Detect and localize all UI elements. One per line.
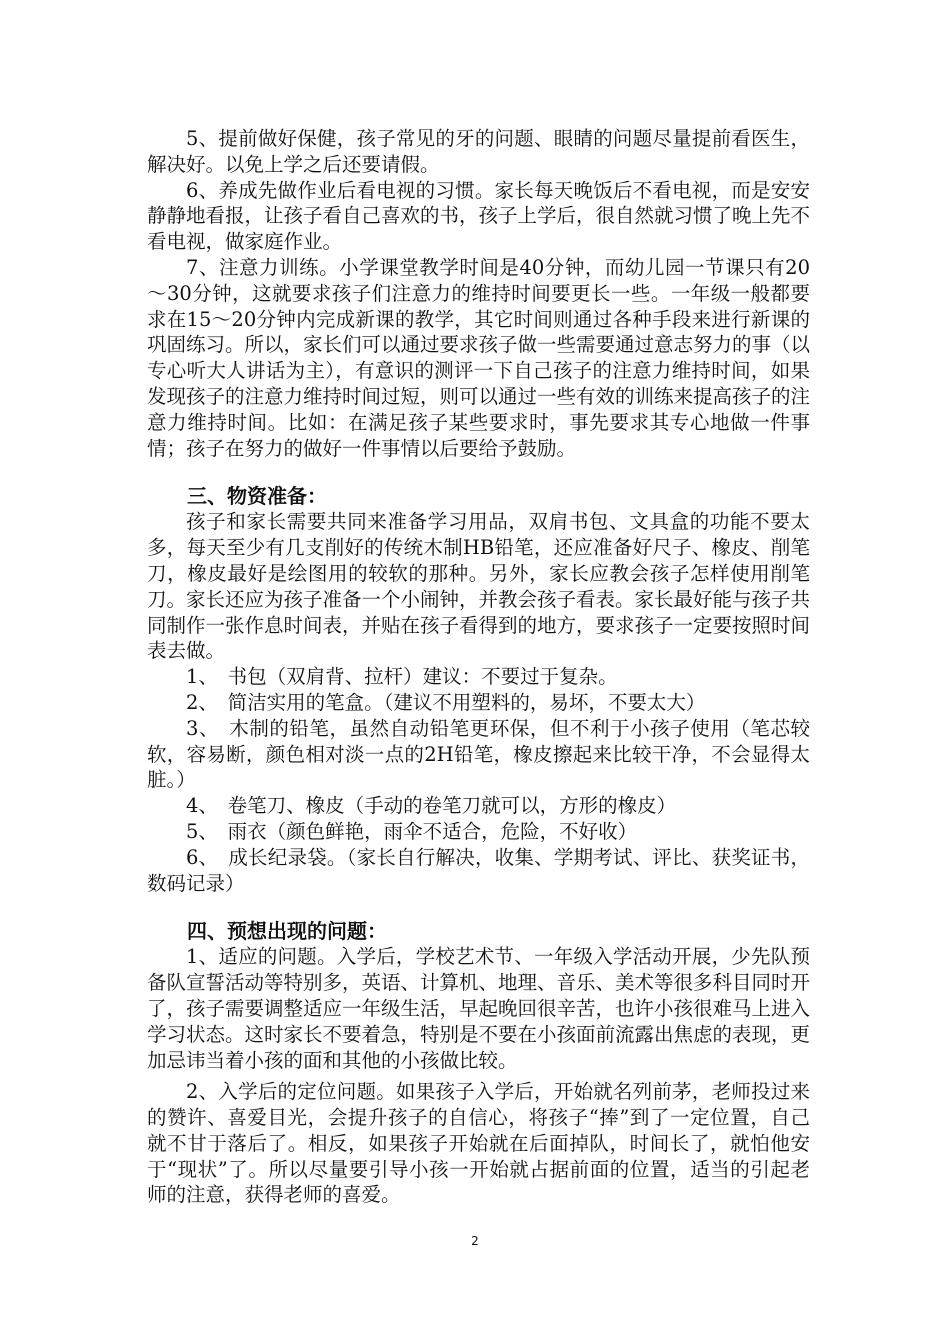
section-heading-expected-problems: 四、预想出现的问题： [187,919,387,944]
list-item-sharpener-eraser: 4、 卷笔刀、橡皮（手动的卷笔刀就可以，方形的橡皮） [186,794,677,818]
page-number: 2 [471,1234,479,1248]
paragraph-homework-habit: 6、养成先做作业后看电视的习惯。家长每天晚饭后不看电视，而是安安静静地看报，让孩子看自己喜欢的书，孩子上学后，很自然就习惯了晚上先不看电视，做家庭作业。 [147,178,811,254]
list-item-schoolbag: 1、 书包（双肩背、拉杆）建议：不要过于复杂。 [186,665,618,689]
paragraph-positioning-problem: 2、入学后的定位问题。如果孩子入学后，开始就名列前茅，老师投过来的赞许、喜爱目光，会提升孩子的自信心，将孩子“捧”到了一定位置，自己就不甘于落后了。相反，如果孩子开始就在后面掉队，时间长了，就怕他安于“现状”了。所以尽量要引导小孩一开始就占据前面的位置，适当的引起老师的注意，获得老师的喜爱。 [147,1080,810,1207]
paragraph-attention-training: 7、注意力训练。小学课堂教学时间是40分钟，而幼儿园一节课只有20～30分钟，这就要求孩子们注意力的维持时间要更长一些。一年级一般都要求在15～20分钟内完成新课的教学，其它时间则通过各种手段来进行新课的巩固练习。所以，家长们可以通过要求孩子做一些需要通过意志努力的事（以专心听大人讲话为主），有意识的测评一下自己孩子的注意力维持时间，如果发现孩子的注意力维持时间过短，则可以通过一些有效的训练来提高孩子的注意力维持时间。比如：在满足孩子某些要求时，事先要求其专心地做一件事情；孩子在努力的做好一件事情以后要给予鼓励。 [147,255,811,460]
paragraph-adaptation-problem: 1、适应的问题。入学后，学校艺术节、一年级入学活动开展，少先队预备队宣誓活动等特别多，英语、计算机、地理、音乐、美术等很多科目同时开了，孩子需要调整适应一年级生活，早起晚回很辛苦，也许小孩很难马上进入学习状态。这时家长不要着急，特别是不要在小孩面前流露出焦虑的表现，更加忌讳当着小孩的面和其他的小孩做比较。 [147,945,811,1072]
paragraph-supplies-intro: 孩子和家长需要共同来准备学习用品，双肩书包、文具盒的功能不要太多，每天至少有几支削好的传统木制HB铅笔，还应准备好尺子、橡皮、削笔刀，橡皮最好是绘图用的较软的那种。另外，家长应教会孩子怎样使用削笔刀。家长还应为孩子准备一个小闹钟，并教会孩子看表。家长最好能与孩子共同制作一张作息时间表，并贴在孩子看得到的地方，要求孩子一定要按照时间表去做。 [147,510,811,663]
list-item-growth-record-bag: 6、 成长纪录袋。（家长自行解决，收集、学期考试、评比、获奖证书，数码记录） [147,845,810,895]
document-body [147,126,810,1208]
paragraph-health: 5、提前做好保健，孩子常见的牙的问题、眼睛的问题尽量提前看医生，解决好。以免上学之后还要请假。 [147,127,810,176]
list-item-raincoat: 5、 雨衣（颜色鲜艳，雨伞不适合，危险，不好收） [186,819,638,843]
list-item-pencil: 3、 木制的铅笔，虽然自动铅笔更环保，但不利于小孩子使用（笔芯较软，容易断，颜色相对淡一点的2H铅笔，橡皮擦起来比较干净，不会显得太脏。） [147,716,810,792]
list-item-pencil-box: 2、 简洁实用的笔盒。（建议不用塑料的，易坏，不要太大） [186,690,706,714]
section-heading-supplies: 三、物资准备： [187,484,327,509]
